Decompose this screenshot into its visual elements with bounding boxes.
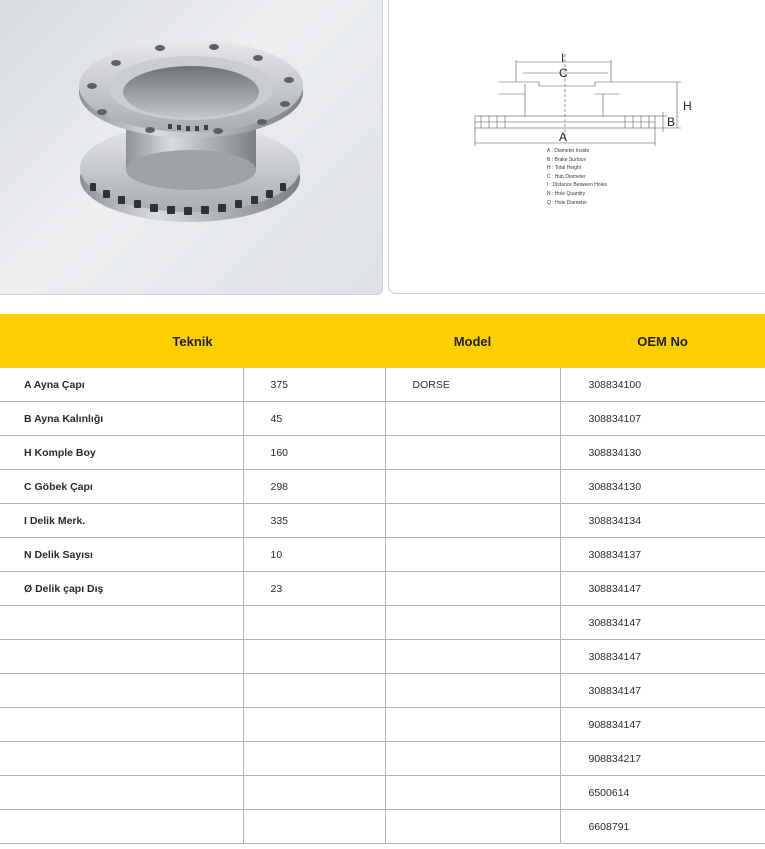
- spec-value: 160: [243, 436, 385, 470]
- model-cell: [385, 640, 560, 674]
- spec-label: [0, 606, 243, 640]
- spec-label: C Göbek Çapı: [0, 470, 243, 504]
- spec-label: I Delik Merk.: [0, 504, 243, 538]
- spec-value: [243, 606, 385, 640]
- spec-label: [0, 810, 243, 844]
- model-cell: [385, 572, 560, 606]
- spec-label: H Komple Boy: [0, 436, 243, 470]
- spec-label: [0, 776, 243, 810]
- table-row: [0, 742, 765, 776]
- legend-item: B : Brake Surface: [547, 156, 587, 163]
- spec-label: [0, 640, 243, 674]
- drawing-legend: [547, 147, 607, 207]
- table-row: [0, 572, 765, 606]
- oem-cell: 308834130: [560, 470, 765, 504]
- model-cell: [385, 436, 560, 470]
- spec-value: 335: [243, 504, 385, 538]
- legend-item: I : Distance Between Holes: [547, 182, 608, 189]
- oem-cell: 308834130: [560, 436, 765, 470]
- model-cell: [385, 470, 560, 504]
- spec-label: [0, 708, 243, 742]
- spec-table: [0, 314, 765, 844]
- model-cell: [385, 708, 560, 742]
- model-cell: [385, 402, 560, 436]
- oem-cell: 308834147: [560, 640, 765, 674]
- model-cell: [385, 810, 560, 844]
- spec-label: [0, 674, 243, 708]
- model-cell: [385, 504, 560, 538]
- spec-value: 10: [243, 538, 385, 572]
- oem-cell: 308834147: [560, 572, 765, 606]
- product-images: [0, 0, 765, 296]
- brake-disc-illustration: [0, 0, 382, 294]
- oem-cell: 308834147: [560, 674, 765, 708]
- spec-value: 375: [243, 368, 385, 402]
- model-cell: DORSE: [385, 368, 560, 402]
- spec-value: [243, 674, 385, 708]
- label-a: A: [559, 130, 568, 144]
- brake-disc-photo: [0, 0, 383, 295]
- spec-value: [243, 776, 385, 810]
- table-header-row: [0, 314, 765, 368]
- spec-value: 298: [243, 470, 385, 504]
- spec-value: 45: [243, 402, 385, 436]
- oem-cell: 308834107: [560, 402, 765, 436]
- table-row: [0, 606, 765, 640]
- oem-cell: 308834147: [560, 606, 765, 640]
- oem-cell: 308834137: [560, 538, 765, 572]
- table-row: [0, 436, 765, 470]
- table-row: [0, 504, 765, 538]
- spec-value: 23: [243, 572, 385, 606]
- label-b: B: [667, 115, 676, 129]
- table-row: [0, 776, 765, 810]
- oem-cell: 908834147: [560, 708, 765, 742]
- spec-label: B Ayna Kalınlığı: [0, 402, 243, 436]
- model-cell: [385, 742, 560, 776]
- spec-label: [0, 742, 243, 776]
- table-row: [0, 402, 765, 436]
- spec-value: [243, 640, 385, 674]
- legend-item: C : Hub Diameter: [547, 173, 586, 180]
- spec-label: Ø Delik çapı Dış: [0, 572, 243, 606]
- model-cell: [385, 776, 560, 810]
- oem-cell: 308834100: [560, 368, 765, 402]
- table-row: [0, 538, 765, 572]
- label-c: C: [559, 66, 568, 80]
- oem-cell: 6500614: [560, 776, 765, 810]
- oem-cell: 908834217: [560, 742, 765, 776]
- spec-value: [243, 810, 385, 844]
- model-cell: [385, 606, 560, 640]
- oem-cell: 6608791: [560, 810, 765, 844]
- table-row: [0, 470, 765, 504]
- table-row: [0, 810, 765, 844]
- label-h: H: [683, 99, 692, 113]
- table-row: [0, 368, 765, 402]
- legend-item: N : Hole Quantity: [547, 190, 586, 197]
- spec-label: N Delik Sayısı: [0, 538, 243, 572]
- header-model: Model: [385, 314, 560, 368]
- oem-cell: 308834134: [560, 504, 765, 538]
- model-cell: [385, 674, 560, 708]
- header-oem-no: OEM No: [560, 314, 765, 368]
- legend-item: H : Total Height: [547, 165, 582, 172]
- legend-item: A : Diameter Inside: [547, 148, 590, 154]
- header-teknik: Teknik: [0, 314, 385, 368]
- table-row: [0, 640, 765, 674]
- spec-value: [243, 742, 385, 776]
- table-row: [0, 674, 765, 708]
- table-row: [0, 708, 765, 742]
- label-i: I: [561, 51, 565, 65]
- legend-item: Q : Hole Diameter: [547, 199, 588, 206]
- model-cell: [385, 538, 560, 572]
- spec-label: A Ayna Çapı: [0, 368, 243, 402]
- spec-value: [243, 708, 385, 742]
